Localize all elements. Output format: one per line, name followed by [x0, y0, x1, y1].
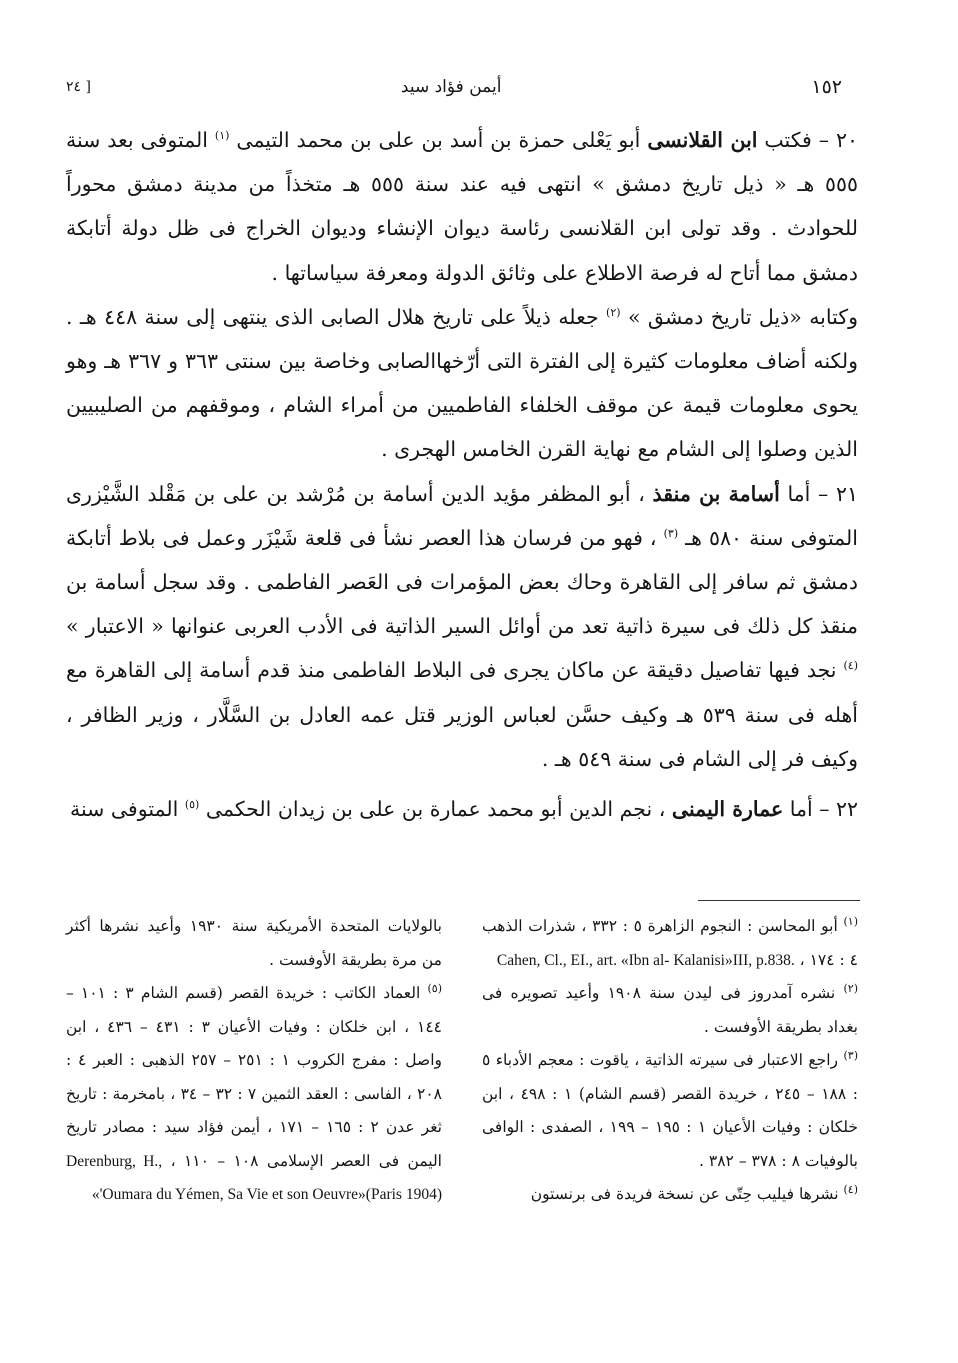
- running-header: [66, 70, 842, 104]
- author-name: ابن القلانسى: [647, 128, 758, 152]
- footnote-ref: (٣): [663, 527, 679, 540]
- paragraph-20b: [66, 295, 858, 472]
- footnote-text: بالولايات المتحدة الأمريكية سنة ١٩٣٠ وأعيد نشرها أكثر من مرة بطريقة الأوفست .: [66, 917, 442, 969]
- footnote-mark: (٥): [427, 981, 442, 995]
- paragraph-text: ، نجم الدين أبو محمد عمارة بن على بن زيدان الحكمى: [205, 797, 666, 822]
- footnote-mark: (٢): [843, 981, 858, 995]
- paragraph-text: جعله ذيلاً على تاريخ هلال الصابى الذى ينتهى إلى سنة ٤٤٨ هـ . ولكنه أضاف معلومات كثيرة إلى الفترة التى أرّخهاالصابى وخاصة بين سنتى ٣٦٣ و ٣٦٧ هـ وهو يحوى معلومات قيمة عن موقف الخلفاء الفاطميين من أمراء الشام ، وموقفهم من الصليبيين الذين وصلوا إلى الشام مع نهاية القرن الخامس الهجرى .: [66, 304, 858, 462]
- paragraph-text: المتوفى سنة: [69, 797, 179, 822]
- paragraph-text: ، فهو من فرسان هذا العصر نشأ فى قلعة شَيْزَر وعمل فى بلاط أتابكة دمشق ثم سافر إلى القاهرة وحاك بعض المؤمرات فى العَصر الفاطمى . وقد سجل أسامة بن منقذ كل ذلك فى سيرة ذاتية تعد من أوائل السير الذاتية فى الأدب العربى عنوانها « الاعتبار »: [66, 525, 858, 639]
- footnote-text: أبو المحاسن : النجوم الزاهرة ٥ : ٣٣٢ ، شذرات الذهب ٤ : ١٧٤ ،: [482, 917, 858, 969]
- section-mark: [ ٢٤: [66, 79, 91, 95]
- main-text: [66, 118, 858, 831]
- footnote-mark: (٣): [843, 1048, 858, 1062]
- footnote-4-continued: [66, 910, 442, 977]
- author-name: عمارة اليمنى: [671, 797, 784, 822]
- page-number: ١٥٢: [811, 76, 842, 98]
- footnote-text: نشرها فيليب حِتّى عن نسخة فريدة فى برنستون: [530, 1185, 839, 1203]
- footnotes-right-column: [482, 910, 858, 1212]
- footnote-4: [482, 1178, 858, 1212]
- footnote-text: راجع الاعتبار فى سيرته الذاتية ، ياقوت : معجم الأدباء ٥ : ١٨٨ – ٢٤٥ ، خريدة القصر (قسم الشام) ١ : ٤٩٨ ، ابن خلكان : وفيات الأعيان ١ : ١٩٥ – ١٩٩ ، الصفدى : الوافى بالوفيات ٨ : ٣٧٨ – ٣٨٢ .: [482, 1051, 859, 1170]
- paragraph-text: ، أبو المظفر مؤيد الدين أسامة بن مُرْشد بن على بن مَقْلد الشَّيْزرى المتوفى سنة ٥٨٠ هـ: [66, 481, 858, 550]
- footnote-divider: [698, 900, 860, 901]
- footnotes-left-column: [66, 910, 442, 1212]
- running-title: أيمن فؤاد سيد: [400, 77, 502, 97]
- paragraph-text: وكتابه «ذيل تاريخ دمشق »: [627, 304, 858, 329]
- footnote-3: [482, 1044, 858, 1178]
- footnote-ref: (٤): [843, 659, 858, 673]
- author-name: أسامة بن منقذ: [652, 481, 780, 506]
- footnote-mark: (١): [843, 914, 858, 928]
- paragraph-20: [66, 118, 858, 295]
- footnote-ref: (٥): [184, 798, 200, 812]
- footnote-2: [482, 977, 858, 1044]
- paragraph-text: المتوفى بعد سنة ٥٥٥ هـ « ذيل تاريخ دمشق » انتهى فيه عند سنة ٥٥٥ هـ متخذاً من مدينة دمشق محوراً للحوادث . وقد تولى ابن القلانسى رئاسة ديوان الإنشاء وديوان الخراج فى ظل دولة أتابكة دمشق مما أتاح له فرصة الاطلاع على وثائق الدولة ومعرفة سياساتها .: [66, 128, 859, 285]
- footnote-text: نشره آمدروز فى ليدن سنة ١٩٠٨ وأعيد تصويره فى بغداد بطريقة الأوفست .: [482, 984, 858, 1036]
- footnote-ref: (٢): [606, 305, 621, 319]
- footnote-latin: Cahen, Cl., EI., art. «Ibn al- Kalanisi»III, p.838.: [496, 951, 795, 969]
- footnote-text: العماد الكاتب : خريدة القصر (قسم الشام ٣ : ١٠١ – ١٤٤ ، ابن خلكان : وفيات الأعيان ٣ : ٤٣١ – ٤٣٦ ، ابن واصل : مفرج الكروب ١ : ٢٥١ – ٢٥٧ الذهبى : العبر ٤ : ٢٠٨ ، الفاسى : العقد الثمين ٧ : ٣٢ – ٣٤ ، بامخرمة : تاريخ ثغر عدن ٢ : ١٦٥ – ١٧١ ، أيمن فؤاد سيد : مصادر تاريخ اليمن فى العصر الإسلامى ١٠٨ – ١١٠ ،: [66, 984, 443, 1170]
- footnote-ref: (١): [214, 129, 230, 143]
- footnotes: [66, 910, 858, 1212]
- item-number: ٢١ – أما: [787, 481, 858, 506]
- item-number: ٢٢ – أما: [789, 797, 858, 822]
- footnote-1: [482, 910, 858, 977]
- paragraph-21: [66, 472, 858, 781]
- item-number: ٢٠ – فكتب: [764, 128, 858, 152]
- footnote-mark: (٤): [843, 1182, 858, 1196]
- paragraph-22: [66, 787, 858, 831]
- footnote-latin: Derenburg, H., «'Oumara du Yémen, Sa Vie et son Oeuvre»(Paris 1904): [66, 1152, 442, 1203]
- paragraph-text: أبو يَعْلى حمزة بن أسد بن على بن محمد التيمى: [236, 128, 641, 152]
- footnote-5: [66, 977, 442, 1212]
- paragraph-text: نجد فيها تفاصيل دقيقة عن ماكان يجرى فى البلاط الفاطمى منذ قدم أسامة إلى القاهرة مع أهله فى سنة ٥٣٩ هـ وكيف حسَّن لعباس الوزير قتل عمه العادل بن السَّلَّار ، وزير الظافر ، وكيف فر إلى الشام فى سنة ٥٤٩ هـ .: [66, 658, 858, 771]
